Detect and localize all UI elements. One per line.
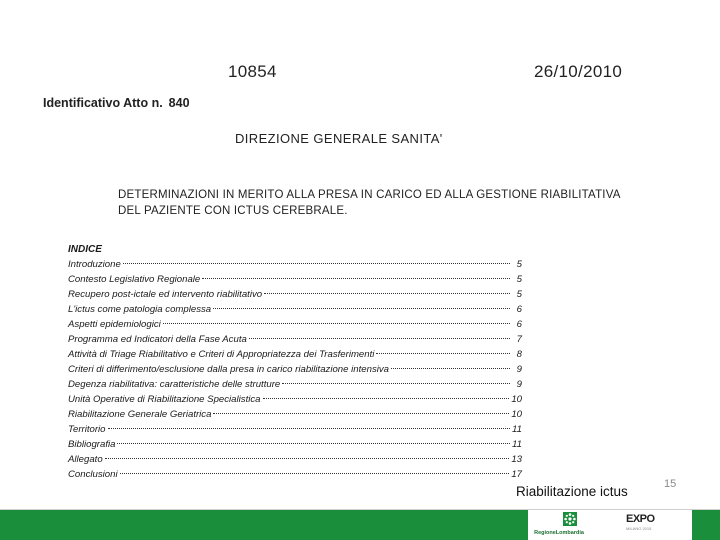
toc-entry	[68, 272, 522, 287]
act-date: 26/10/2010	[534, 62, 623, 81]
toc-entry-page: 5	[516, 259, 522, 270]
toc-entry-page: 6	[516, 304, 522, 315]
footer-green-band-right	[692, 510, 720, 540]
toc-entry	[68, 422, 522, 437]
toc-entry-label: Riabilitazione Generale Geriatrica	[68, 409, 212, 420]
toc-entry-page: 6	[516, 319, 522, 330]
toc-entry-label: Attività di Triage Riabilitativo e Criteri di Appropriatezza dei Trasferimenti	[68, 349, 375, 360]
toc-leader	[249, 338, 510, 339]
toc-entry-label: Aspetti epidemiologici	[68, 319, 161, 330]
toc-leader	[263, 398, 510, 399]
toc-entry-label: L'ictus come patologia complessa	[68, 304, 212, 315]
toc-entry-label: Criteri di differimento/esclusione dalla presa in carico riabilitazione intensiva	[68, 364, 390, 375]
toc-entry-page: 9	[516, 379, 522, 390]
toc-entry	[68, 377, 522, 392]
toc-entry	[68, 437, 522, 452]
toc-entry-page: 11	[512, 439, 522, 450]
slide-number: 15	[664, 478, 677, 490]
toc-entry-label: Degenza riabilitativa: caratteristiche delle strutture	[68, 379, 281, 390]
toc-entry-page: 5	[516, 289, 522, 300]
toc-leader	[376, 353, 510, 354]
toc-leader	[117, 443, 510, 444]
act-identifier-label: Identificativo Atto n.	[43, 96, 163, 110]
rosa-camuna-icon	[563, 512, 577, 526]
toc-entry-label: Recupero post-ictale ed intervento riabilitativo	[68, 289, 263, 300]
toc-entry-label: Bibliografia	[68, 439, 116, 450]
document-title-line-2: DEL PAZIENTE CON ICTUS CEREBRALE.	[118, 205, 348, 217]
act-identifier-value: 840	[168, 96, 190, 110]
toc-entry	[68, 332, 522, 347]
toc-leader	[120, 473, 510, 474]
regione-lombardia-wordmark: RegioneLombardia	[534, 530, 584, 536]
toc-leader	[163, 323, 510, 324]
toc-leader	[264, 293, 510, 294]
toc-leader	[213, 308, 510, 309]
expo-subtitle: MILANO 2015	[626, 526, 652, 531]
toc-entry	[68, 302, 522, 317]
act-number: 10854	[228, 62, 277, 81]
toc-entry	[68, 287, 522, 302]
expo-wordmark: EXPO	[626, 513, 655, 525]
toc-entry-page: 10	[511, 394, 522, 405]
document-title-line-1: DETERMINAZIONI IN MERITO ALLA PRESA IN CARICO ED ALLA GESTIONE RIABILITATIVA	[118, 189, 621, 201]
toc-entry	[68, 257, 522, 272]
toc-entry-page: 11	[512, 424, 522, 435]
toc-leader	[108, 428, 511, 429]
toc-entry-label: Programma ed Indicatori della Fase Acuta	[68, 334, 247, 345]
slide-caption: Riabilitazione ictus	[516, 484, 628, 499]
toc-entry	[68, 317, 522, 332]
document-title	[118, 187, 658, 219]
toc-entry-label: Contesto Legislativo Regionale	[68, 274, 201, 285]
toc-entry-page: 5	[516, 274, 522, 285]
toc-entry-label: Territorio	[68, 424, 106, 435]
toc-leader	[123, 263, 510, 264]
toc-leader	[202, 278, 510, 279]
toc-leader	[282, 383, 510, 384]
toc-entry-page: 13	[511, 454, 522, 465]
toc-entry	[68, 407, 522, 422]
toc-entry-page: 10	[511, 409, 522, 420]
toc-entry	[68, 362, 522, 377]
toc-entry	[68, 452, 522, 467]
toc-entry	[68, 347, 522, 362]
toc-entry-label: Introduzione	[68, 259, 121, 270]
toc-entry-label: Conclusioni	[68, 469, 118, 480]
toc-entry-label: Unità Operative di Riabilitazione Specialistica	[68, 394, 261, 405]
toc-entry-page: 9	[516, 364, 522, 375]
toc-leader	[105, 458, 510, 459]
toc-entry-page: 8	[516, 349, 522, 360]
table-of-contents	[68, 243, 522, 482]
toc-entry	[68, 392, 522, 407]
toc-leader	[391, 368, 510, 369]
expo-logo	[626, 513, 666, 539]
toc-entry-page: 7	[516, 334, 522, 345]
toc-heading: INDICE	[68, 244, 102, 255]
act-identifier	[43, 96, 190, 110]
toc-entry-label: Allegato	[68, 454, 103, 465]
footer-green-band	[0, 510, 528, 540]
department-heading: DIREZIONE GENERALE SANITA'	[235, 131, 443, 146]
toc-leader	[213, 413, 509, 414]
toc-entry	[68, 467, 522, 482]
toc-entry-page: 17	[511, 469, 522, 480]
regione-lombardia-logo	[534, 511, 584, 539]
